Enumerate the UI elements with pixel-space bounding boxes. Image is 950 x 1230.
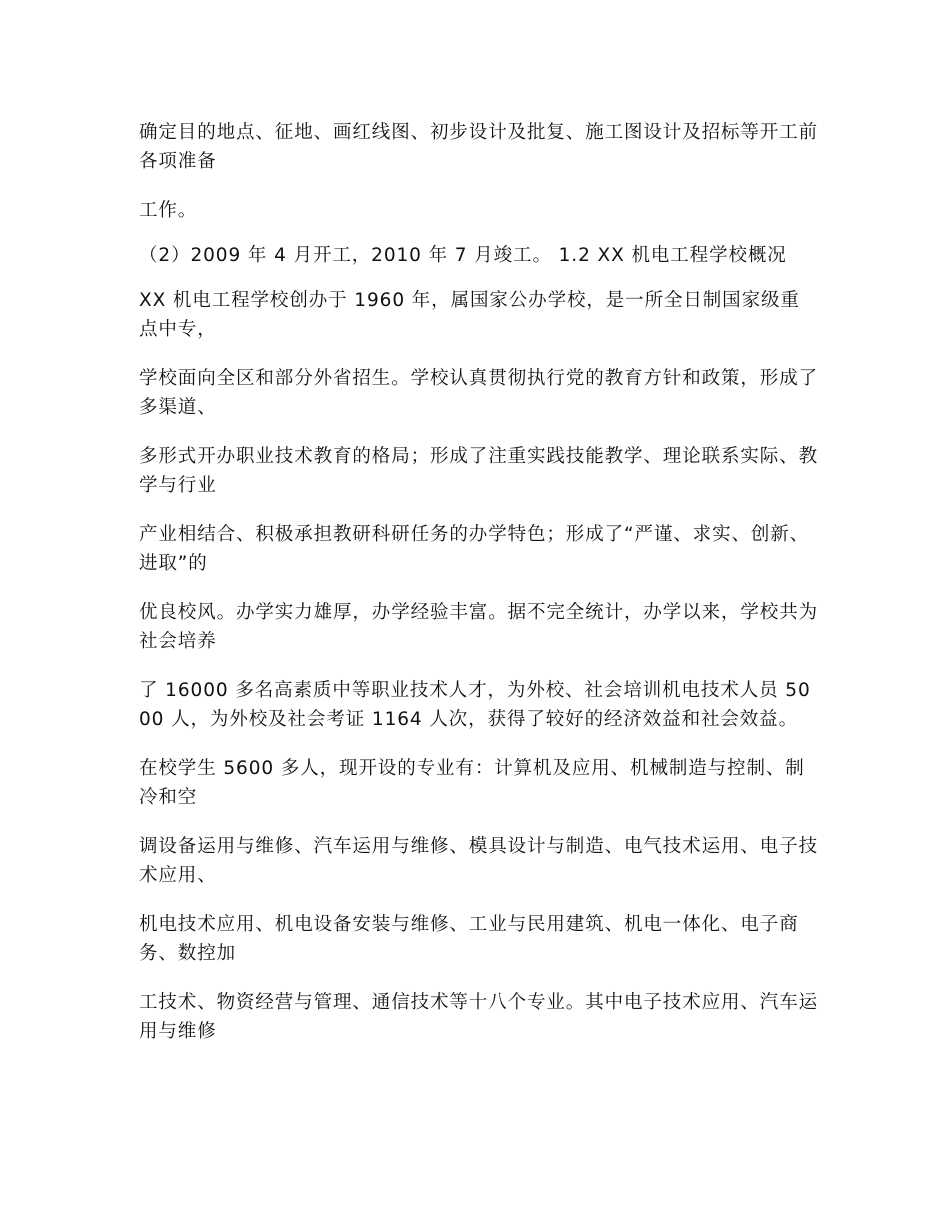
paragraph-6: 多形式开办职业技术教育的格局；形成了注重实践技能教学、理论联系实际、教学与行业 (139, 446, 819, 496)
paragraph-4: XX 机电工程学校创办于 1960 年，属国家公办学校，是一所全日制国家级重点中专， (139, 290, 800, 340)
paragraph-10: 在校学生 5600 多人，现开设的专业有：计算机及应用、机械制造与控制、制冷和空 (139, 758, 805, 808)
paragraph-9: 了 16000 多名高素质中等职业技术人才，为外校、社会培训机电技术人员 5000 人，为外校及社会考证 1164 人次，获得了较好的经济效益和社会效益。 (139, 680, 811, 730)
paragraph-2: 工作。 (139, 200, 198, 221)
paragraph-3: （2）2009 年 4 月开工，2010 年 7 月竣工。 1.2 XX 机电工程学校概况 (139, 245, 787, 266)
paragraph-1: 确定目的地点、征地、画红线图、初步设计及批复、施工图设计及招标等开工前各项准备 (139, 122, 819, 172)
paragraph-7: 产业相结合、积极承担教研科研任务的办学特色；形成了“严谨、求实、创新、进取”的 (139, 524, 810, 574)
paragraph-11: 调设备运用与维修、汽车运用与维修、模具设计与制造、电气技术运用、电子技术应用、 (139, 836, 819, 886)
document-body (139, 118, 819, 1066)
paragraph-8: 优良校风。办学实力雄厚，办学经验丰富。据不完全统计，办学以来，学校共为社会培养 (139, 602, 819, 652)
paragraph-12: 机电技术应用、机电设备安装与维修、工业与民用建筑、机电一体化、电子商务、数控加 (139, 914, 799, 964)
paragraph-13: 工技术、物资经营与管理、通信技术等十八个专业。其中电子技术应用、汽车运用与维修 (139, 992, 819, 1042)
paragraph-5: 学校面向全区和部分外省招生。学校认真贯彻执行党的教育方针和政策，形成了多渠道、 (139, 368, 819, 418)
